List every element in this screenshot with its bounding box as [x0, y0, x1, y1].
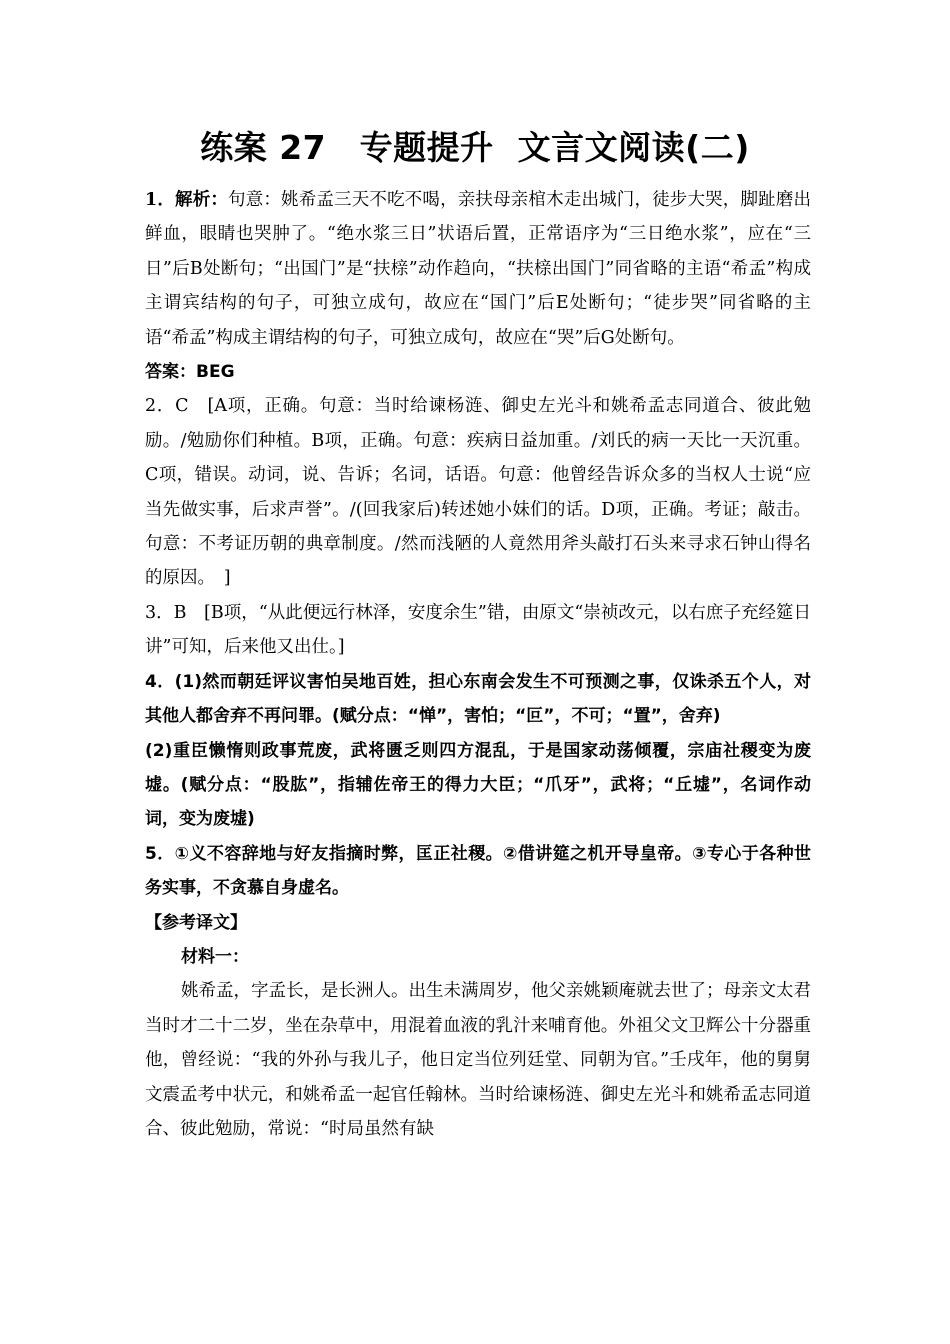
- material-one-label: 材料一：: [181, 946, 249, 967]
- question-1-text: 句意：姚希孟三天不吃不喝，亲扶母亲棺木走出城门，徒步大哭，脚趾磨出鲜血，眼睛也哭肿了。“绝水浆三日”状语后置，正常语序为“三日绝水浆”，应在“三日”后B处断句；“出国门”是“扶榇”动作趋向，“扶榇出国门”同省略的主语“希孟”构成主谓宾结构的句子，可独立成句，故应在“国门”后E处断句；“徒步哭”同省略的主语“希孟”构成主谓结构的句子，可独立成句，故应在“哭”后G处断句。: [145, 190, 811, 348]
- question-1-label: 1．解析：: [145, 190, 229, 210]
- reference-translation-heading: 【参考译文】: [145, 912, 247, 933]
- question-2-explanation: 2．C [A项，正确。句意：当时给谏杨涟、御史左光斗和姚希孟志同道合、彼此勉励。/勉励你们种植。B项，正确。句意：疾病日益加重。/刘氏的病一天比一天沉重。C项，错误。动词，说、告诉；名词，话语。句意：他曾经告诉众多的当权人士说“应当先做实事，后求声誉”。/(回我家后)转述她小妹们的话。D项，正确。考证；敲击。句意：不考证历朝的典章制度。/然而浅陋的人竟然用斧头敲打石头来寻求石钟山得名的原因。 ]: [145, 396, 811, 589]
- document-body: [145, 183, 811, 1146]
- question-3-explanation: 3．B [B项，“从此便远行林泽，安度余生”错，由原文“崇祯改元，以右庶子充经筵日讲”可知，后来他又出仕。]: [145, 602, 811, 658]
- question-1-explanation: [145, 183, 811, 355]
- translation-paragraph: 姚希孟，字孟长，是长洲人。出生未满周岁，他父亲姚颖庵就去世了；母亲文太君当时才二十二岁，坐在杂草中，用混着血液的乳汁来哺育他。外祖父文卫辉公十分器重他，曾经说：“我的外孙与我儿子，他日定当位列廷堂、同朝为官。”壬戌年，他的舅舅文震孟考中状元，和姚希孟一起官任翰林。当时给谏杨涟、御史左光斗和姚希孟志同道合、彼此勉励，常说：“时局虽然有缺: [145, 981, 811, 1139]
- page-title: 练案 27 专题提升 文言文阅读(二): [200, 128, 750, 167]
- question-5-answer: 5．①义不容辞地与好友指摘时弊，匡正社稷。②借讲筵之机开导皇帝。③专心于各种世务实事，不贪慕自身虚名。: [145, 843, 811, 899]
- question-4-part-2: (2)重臣懒惰则政事荒废，武将匮乏则四方混乱，于是国家动荡倾覆，宗庙社稷变为废墟。(赋分点：“股肱”，指辅佐帝王的得力大臣；“爪牙”，武将；“丘墟”，名词作动词，变为废墟): [145, 740, 811, 830]
- question-1-answer: 答案：BEG: [145, 362, 235, 383]
- question-4-part-1: 4．(1)然而朝廷评议害怕吴地百姓，担心东南会发生不可预测之事，仅诛杀五个人，对其他人都舍弃不再问罪。(赋分点：“惮”，害怕；“叵”，不可；“置”，舍弃): [145, 671, 811, 727]
